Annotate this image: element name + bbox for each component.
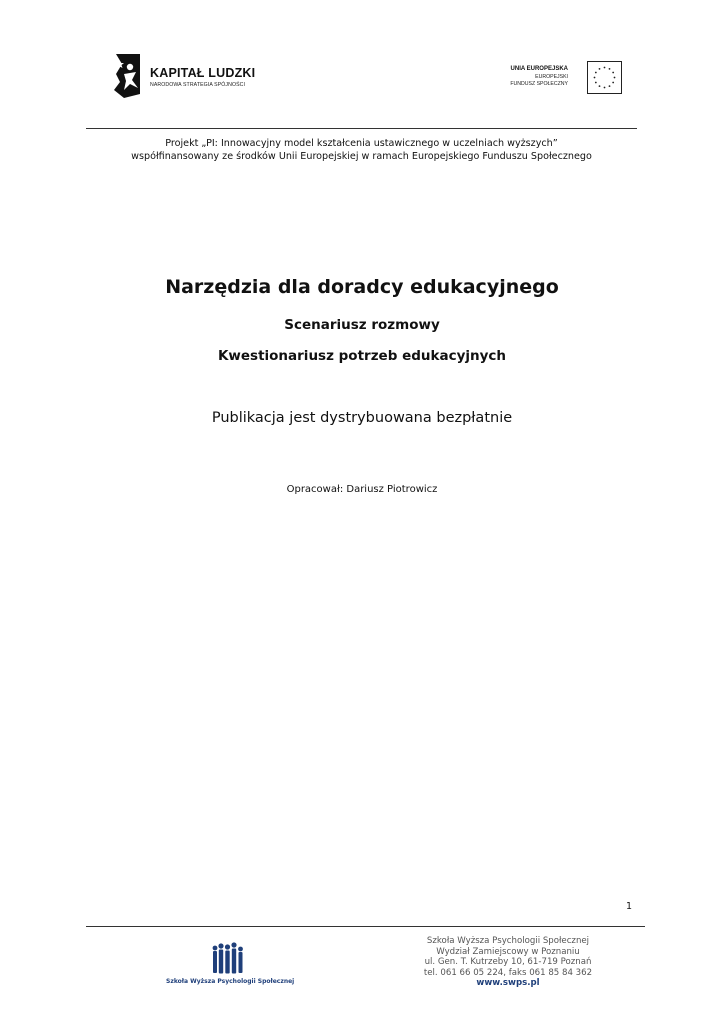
eu-logo: [500, 60, 622, 94]
author-credit: Opracował: Dariusz Piotrowicz: [286, 484, 438, 495]
eu-logo-text: [510, 66, 568, 89]
kapital-ludzki-title: KAPITAŁ LUDZKI: [150, 66, 256, 80]
page-number: 1: [626, 901, 633, 912]
eu-flag-icon: [587, 61, 622, 94]
swps-people-icon: [210, 942, 246, 976]
address-street: ul. Gen. T. Kutrzeby 10, 61-719 Poznań: [424, 957, 592, 968]
address-faculty: Wydział Zamiejscowy w Poznaniu: [436, 946, 580, 957]
free-distribution-notice: Publikacja jest dystrybuowana bezpłatnie: [211, 410, 513, 426]
eu-line-union: UNIA EUROPEJSKA: [510, 66, 568, 72]
footer-address: [408, 936, 608, 989]
document-title: Narzędzia dla doradcy edukacyjnego: [165, 276, 559, 298]
eu-line-european: EUROPEJSKI: [535, 73, 568, 80]
swps-logo: [166, 942, 295, 990]
document-subtitle-questionnaire: Kwestionariusz potrzeb edukacyjnych: [217, 348, 507, 364]
swps-name: Szkoła Wyższa Psychologii Społecznej: [166, 978, 295, 985]
address-school: Szkoła Wyższa Psychologii Społecznej: [426, 936, 590, 946]
document-subtitle-scenario: Scenariusz rozmowy: [284, 317, 440, 333]
website-link[interactable]: www.swps.pl: [476, 978, 540, 989]
eu-line-fund: FUNDUSZ SPOŁECZNY: [510, 81, 568, 87]
project-line-1: Projekt „PI: Innowacyjny model kształcenia ustawicznego w uczelniach wyższych”: [165, 138, 558, 149]
project-info: [86, 138, 637, 163]
header-divider: [86, 128, 637, 129]
project-line-2: współfinansowany ze środków Unii Europejskiej w ramach Europejskiego Funduszu Społecznego: [131, 150, 592, 162]
kapital-ludzki-logo: [112, 54, 262, 100]
address-phone: tel. 061 66 05 224, faks 061 85 84 362: [423, 967, 593, 978]
footer-divider: [86, 926, 645, 927]
kapital-ludzki-subtitle: NARODOWA STRATEGIA SPÓJNOŚCI: [150, 82, 246, 88]
kapital-ludzki-emblem-icon: [112, 54, 142, 98]
